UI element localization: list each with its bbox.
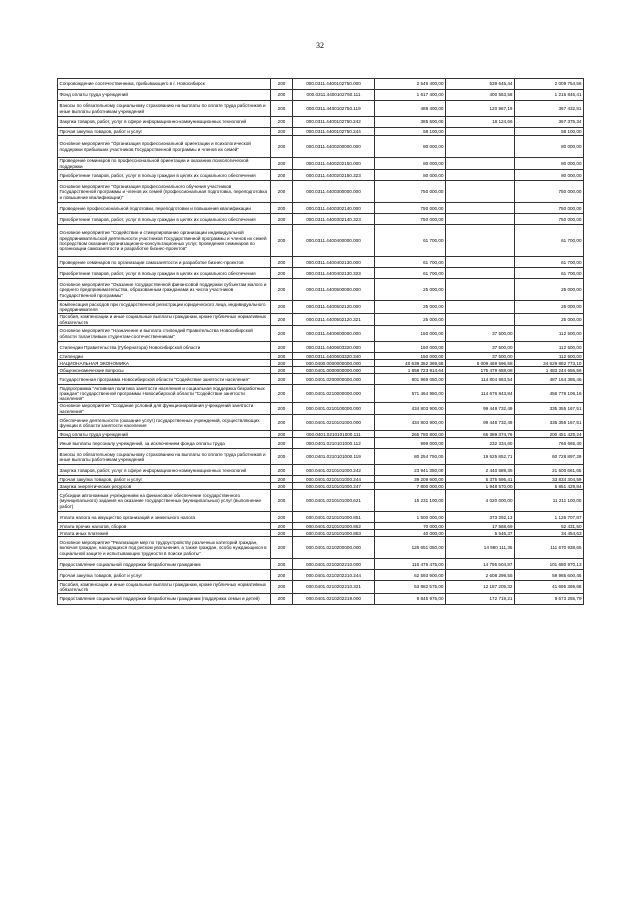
- table-row: [58, 438, 584, 449]
- row-name-cell: Основное мероприятие "Организация профессионального обучения участников Государственной программы и членов их семей (профессиональная подготовка, переподготовка и повышение квалификации)": [58, 181, 271, 203]
- row-name-cell: Проведение семинаров по профессиональной ориентации и оказанию психологической поддержки: [58, 158, 271, 170]
- row-executed-amount-cell: 172 719,21: [446, 593, 515, 604]
- row-remaining-amount-cell: 2 009 754,56: [515, 79, 584, 90]
- row-budget-code-cell: 000.0311.4400102750.244: [293, 128, 375, 136]
- row-executed-amount-cell: 99 448 732,49: [446, 415, 515, 431]
- row-remaining-amount-cell: 367 375,34: [515, 117, 584, 128]
- row-executed-amount-cell: 373 292,13: [446, 512, 515, 523]
- row-name-cell: Приобретение товаров, работ, услуг в пользу граждан в целях их социального обеспечения: [58, 268, 271, 279]
- table-row: [58, 353, 584, 360]
- row-admin-code-cell: 200: [271, 367, 293, 374]
- row-executed-amount-cell: 1 948 570,00: [446, 483, 515, 490]
- row-remaining-amount-cell: 25 000,00: [515, 313, 584, 325]
- row-executed-amount-cell: 114 804 663,54: [446, 374, 515, 385]
- row-executed-amount-cell: [446, 170, 515, 181]
- row-admin-code-cell: 200: [271, 490, 293, 512]
- row-budget-code-cell: 000.0401.0210101000.112: [293, 438, 375, 449]
- row-approved-amount-cell: 61 700,00: [375, 268, 446, 279]
- row-executed-amount-cell: 18 124,66: [446, 117, 515, 128]
- row-remaining-amount-cell: 101 680 970,13: [515, 559, 584, 570]
- row-approved-amount-cell: 25 000,00: [375, 313, 446, 325]
- row-admin-code-cell: 200: [271, 170, 293, 181]
- row-admin-code-cell: 200: [271, 158, 293, 170]
- row-remaining-amount-cell: 335 355 167,51: [515, 403, 584, 415]
- row-name-cell: Приобретение товаров, работ, услуг в пользу граждан в целях их социального обеспечения: [58, 170, 271, 181]
- row-remaining-amount-cell: 766 665,40: [515, 438, 584, 449]
- row-admin-code-cell: 200: [271, 374, 293, 385]
- row-budget-code-cell: 000.0401.0210101000.242: [293, 465, 375, 476]
- row-admin-code-cell: 200: [271, 385, 293, 403]
- table-row: [58, 530, 584, 537]
- row-admin-code-cell: 200: [271, 181, 293, 203]
- row-budget-code-cell: 000.0401.0210101000.621: [293, 490, 375, 512]
- row-executed-amount-cell: [446, 225, 515, 257]
- row-name-cell: Стипендии Правительства (Губернатора) Новосибирской области: [58, 342, 271, 353]
- table-row: [58, 268, 584, 279]
- row-name-cell: Прочая закупка товаров, работ и услуг: [58, 128, 271, 136]
- row-budget-code-cell: 000.0311.4400302140.323: [293, 214, 375, 225]
- row-admin-code-cell: 200: [271, 403, 293, 415]
- row-name-cell: Предоставление социальной поддержки безработным гражданам (поддержка семьи и детей): [58, 593, 271, 604]
- row-executed-amount-cell: 37 500,00: [446, 326, 515, 342]
- table-row: [58, 117, 584, 128]
- row-name-cell: Предоставление социальной поддержки безработным гражданам: [58, 559, 271, 570]
- table-row: [58, 415, 584, 431]
- row-admin-code-cell: 200: [271, 225, 293, 257]
- row-name-cell: Уплата прочих налогов, сборов: [58, 523, 271, 530]
- row-remaining-amount-cell: 61 700,00: [515, 257, 584, 268]
- table-row: [58, 490, 584, 512]
- row-budget-code-cell: 000.0311.4400302140.000: [293, 203, 375, 214]
- row-budget-code-cell: 000.0311.4400402130.000: [293, 257, 375, 268]
- row-admin-code-cell: 200: [271, 326, 293, 342]
- row-executed-amount-cell: 14 980 111,35: [446, 537, 515, 559]
- row-budget-code-cell: 000.0401.0210101000.247: [293, 483, 375, 490]
- table-row: [58, 367, 584, 374]
- row-approved-amount-cell: 53 882 575,00: [375, 581, 446, 593]
- table-row: [58, 301, 584, 313]
- row-approved-amount-cell: 126 651 050,00: [375, 537, 446, 559]
- row-remaining-amount-cell: 111 670 938,65: [515, 537, 584, 559]
- row-remaining-amount-cell: 34 454,63: [515, 530, 584, 537]
- row-budget-code-cell: 000.0311.4400102750.242: [293, 117, 375, 128]
- row-name-cell: Основное мероприятие "Реализация мер по трудоустройству различных категорий граждан, включая граждан, находящихся под риском увольнения, а также граждан, особо нуждающихся в социальной защите и испытывающих трудности в поиске работы": [58, 537, 271, 559]
- row-remaining-amount-cell: 41 695 369,68: [515, 581, 584, 593]
- row-executed-amount-cell: 539 645,44: [446, 79, 515, 90]
- row-admin-code-cell: 200: [271, 438, 293, 449]
- row-admin-code-cell: 200: [271, 512, 293, 523]
- row-budget-code-cell: 000.0401.0210000000.000: [293, 385, 375, 403]
- row-budget-code-cell: 000.0311.4400402130.323: [293, 268, 375, 279]
- row-name-cell: Общеэкономические вопросы: [58, 367, 271, 374]
- row-executed-amount-cell: 400 553,58: [446, 90, 515, 101]
- row-name-cell: Прочая закупка товаров, работ и услуг: [58, 570, 271, 581]
- row-remaining-amount-cell: 750 000,00: [515, 214, 584, 225]
- row-admin-code-cell: 200: [271, 530, 293, 537]
- table-row: [58, 181, 584, 203]
- row-budget-code-cell: 000.0400.0000000000.000: [293, 360, 375, 367]
- table-row: [58, 279, 584, 301]
- row-remaining-amount-cell: 112 500,00: [515, 353, 584, 360]
- row-approved-amount-cell: 25 000,00: [375, 301, 446, 313]
- row-name-cell: Пособия, компенсации и иные социальные выплаты гражданам, кроме публичных нормативных обязательств: [58, 313, 271, 325]
- row-budget-code-cell: 000.0311.4400600000.000: [293, 326, 375, 342]
- row-approved-amount-cell: 2 549 400,00: [375, 79, 446, 90]
- row-approved-amount-cell: 150 000,00: [375, 353, 446, 360]
- row-remaining-amount-cell: 487 164 386,46: [515, 374, 584, 385]
- row-remaining-amount-cell: 34 629 882 773,10: [515, 360, 584, 367]
- table-row: [58, 431, 584, 438]
- table-row: [58, 374, 584, 385]
- row-budget-code-cell: 000.0401.0210101000.119: [293, 449, 375, 465]
- row-budget-code-cell: 000.0401.0210202219.000: [293, 593, 375, 604]
- row-approved-amount-cell: 61 700,00: [375, 225, 446, 257]
- row-approved-amount-cell: 1 658 723 914,64: [375, 367, 446, 374]
- row-executed-amount-cell: [446, 203, 515, 214]
- row-budget-code-cell: 000.0311.4400200000.000: [293, 136, 375, 158]
- row-budget-code-cell: 000.0311.4400300000.000: [293, 181, 375, 203]
- row-name-cell: Приобретение товаров, работ, услуг в пользу граждан в целях их социального обеспечения: [58, 214, 271, 225]
- row-executed-amount-cell: 12 187 205,32: [446, 581, 515, 593]
- row-name-cell: Основное мероприятие "Назначение и выплата стипендий Правительства Новосибирской области талантливым студентам-соотечественникам": [58, 326, 271, 342]
- row-budget-code-cell: 000.0401.0210101000.852: [293, 523, 375, 530]
- row-executed-amount-cell: [446, 158, 515, 170]
- row-remaining-amount-cell: 80 000,00: [515, 158, 584, 170]
- row-admin-code-cell: 200: [271, 313, 293, 325]
- row-approved-amount-cell: 7 800 000,00: [375, 483, 446, 490]
- row-name-cell: Закупка товаров, работ, услуг в сфере информационно-коммуникационных технологий: [58, 117, 271, 128]
- row-executed-amount-cell: [446, 301, 515, 313]
- table-row: [58, 581, 584, 593]
- row-remaining-amount-cell: 25 000,00: [515, 279, 584, 301]
- row-budget-code-cell: 000.0311.4400202150.323: [293, 170, 375, 181]
- row-approved-amount-cell: 571 464 950,00: [375, 385, 446, 403]
- row-budget-code-cell: 000.0401.0210200000.000: [293, 537, 375, 559]
- row-budget-code-cell: 000.0311.4400202150.000: [293, 158, 375, 170]
- table-row: [58, 537, 584, 559]
- row-executed-amount-cell: 37 500,00: [446, 353, 515, 360]
- row-executed-amount-cell: [446, 128, 515, 136]
- row-executed-amount-cell: 2 440 689,35: [446, 465, 515, 476]
- table-row: [58, 313, 584, 325]
- row-approved-amount-cell: 116 475 475,00: [375, 559, 446, 570]
- row-admin-code-cell: 200: [271, 449, 293, 465]
- row-admin-code-cell: 200: [271, 279, 293, 301]
- row-executed-amount-cell: 5 375 595,41: [446, 476, 515, 483]
- row-executed-amount-cell: [446, 257, 515, 268]
- row-approved-amount-cell: 750 000,00: [375, 203, 446, 214]
- row-approved-amount-cell: 80 254 750,00: [375, 449, 446, 465]
- row-budget-code-cell: 000.0401.0210101000.244: [293, 476, 375, 483]
- row-approved-amount-cell: 750 000,00: [375, 181, 446, 203]
- row-budget-code-cell: 000.0311.4400102750.119: [293, 101, 375, 117]
- row-admin-code-cell: 200: [271, 581, 293, 593]
- row-name-cell: Прочая закупка товаров, работ и услуг: [58, 476, 271, 483]
- row-budget-code-cell: 000.0401.0210101000.111: [293, 431, 375, 438]
- row-budget-code-cell: 000.0401.0000000000.000: [293, 367, 375, 374]
- row-admin-code-cell: 200: [271, 593, 293, 604]
- row-approved-amount-cell: 23 941 350,00: [375, 465, 446, 476]
- row-name-cell: Взносы по обязательному социальному страхованию на выплаты по оплате труда работников и иные выплаты работникам учреждений: [58, 449, 271, 465]
- row-admin-code-cell: 200: [271, 483, 293, 490]
- row-admin-code-cell: 200: [271, 465, 293, 476]
- table-row: [58, 512, 584, 523]
- row-approved-amount-cell: 62 593 900,00: [375, 570, 446, 581]
- row-remaining-amount-cell: 335 355 167,51: [515, 415, 584, 431]
- row-remaining-amount-cell: 80 000,00: [515, 136, 584, 158]
- row-approved-amount-cell: 434 803 900,00: [375, 415, 446, 431]
- row-approved-amount-cell: 434 803 900,00: [375, 403, 446, 415]
- row-name-cell: Государственная программа Новосибирской области "Содействие занятости населения": [58, 374, 271, 385]
- row-executed-amount-cell: 14 795 504,87: [446, 559, 515, 570]
- row-admin-code-cell: 200: [271, 342, 293, 353]
- row-remaining-amount-cell: 1 216 846,41: [515, 90, 584, 101]
- row-budget-code-cell: 000.0311.4400603320.340: [293, 353, 375, 360]
- row-executed-amount-cell: 37 500,00: [446, 342, 515, 353]
- row-approved-amount-cell: 61 700,00: [375, 257, 446, 268]
- row-budget-code-cell: 000.0311.4400502120.321: [293, 313, 375, 325]
- row-name-cell: Закупка товаров, работ, услуг в сфере информационно-коммуникационных технологий: [58, 465, 271, 476]
- row-budget-code-cell: 000.0311.4400500000.000: [293, 279, 375, 301]
- table-row: [58, 225, 584, 257]
- table-row: [58, 128, 584, 136]
- table-row: [58, 158, 584, 170]
- row-remaining-amount-cell: 112 500,00: [515, 326, 584, 342]
- table-row: [58, 476, 584, 483]
- row-executed-amount-cell: [446, 268, 515, 279]
- row-name-cell: Иные выплаты персоналу учреждений, за исключением фонда оплаты труда: [58, 438, 271, 449]
- row-approved-amount-cell: 70 000,00: [375, 523, 446, 530]
- row-admin-code-cell: 200: [271, 523, 293, 530]
- row-approved-amount-cell: 150 000,00: [375, 342, 446, 353]
- table-row: [58, 523, 584, 530]
- row-budget-code-cell: 000.0401.0210202210.321: [293, 581, 375, 593]
- row-budget-code-cell: 000.0401.0210101000.851: [293, 512, 375, 523]
- row-approved-amount-cell: 1 617 400,00: [375, 90, 446, 101]
- table-row: [58, 79, 584, 90]
- row-remaining-amount-cell: 750 000,00: [515, 181, 584, 203]
- row-remaining-amount-cell: 61 700,00: [515, 268, 584, 279]
- row-executed-amount-cell: 17 568,69: [446, 523, 515, 530]
- table-row: [58, 449, 584, 465]
- row-admin-code-cell: 200: [271, 476, 293, 483]
- row-remaining-amount-cell: 750 000,00: [515, 203, 584, 214]
- row-remaining-amount-cell: 21 500 661,65: [515, 465, 584, 476]
- row-remaining-amount-cell: 456 778 106,16: [515, 385, 584, 403]
- row-approved-amount-cell: 40 000,00: [375, 530, 446, 537]
- row-executed-amount-cell: 4 020 000,00: [446, 490, 515, 512]
- row-approved-amount-cell: 1 500 000,00: [375, 512, 446, 523]
- row-name-cell: Основное мероприятие "Содействие и стимулирование организации индивидуальной предпринимательской деятельности участников Государственной программы и членов их семей посредством оказания организационно-консультационных услуг, проведения семинаров по организации самозанятости и разработке бизнес-проектов": [58, 225, 271, 257]
- row-budget-code-cell: 000.0401.0210101000.853: [293, 530, 375, 537]
- table-row: [58, 559, 584, 570]
- row-admin-code-cell: 200: [271, 136, 293, 158]
- row-remaining-amount-cell: 200 451 425,24: [515, 431, 584, 438]
- row-remaining-amount-cell: 25 000,00: [515, 301, 584, 313]
- row-admin-code-cell: 200: [271, 559, 293, 570]
- row-name-cell: Сопровождение соотечественника, прибывающего в г. Новосибирск: [58, 79, 271, 90]
- row-executed-amount-cell: [446, 181, 515, 203]
- row-admin-code-cell: 200: [271, 90, 293, 101]
- row-admin-code-cell: 200: [271, 537, 293, 559]
- table-row: [58, 203, 584, 214]
- row-name-cell: Компенсация расходов при государственной регистрации юридического лица, индивидуального предпринимателя: [58, 301, 271, 313]
- row-name-cell: Фонд оплаты труда учреждений: [58, 90, 271, 101]
- row-approved-amount-cell: 25 000,00: [375, 279, 446, 301]
- row-budget-code-cell: 000.0311.4400603320.000: [293, 342, 375, 353]
- row-approved-amount-cell: 750 000,00: [375, 214, 446, 225]
- table-row: [58, 403, 584, 415]
- budget-table-body: [58, 79, 584, 605]
- row-remaining-amount-cell: 80 000,00: [515, 170, 584, 181]
- row-remaining-amount-cell: 112 500,00: [515, 342, 584, 353]
- row-remaining-amount-cell: 60 728 897,29: [515, 449, 584, 465]
- row-budget-code-cell: 000.0311.4400102750.000: [293, 79, 375, 90]
- row-admin-code-cell: 200: [271, 101, 293, 117]
- row-name-cell: Основное мероприятие "Оказание государственной финансовой поддержки субъектам малого и среднего предпринимательства, образованным гражданами из числа участников Государственной программы": [58, 279, 271, 301]
- row-approved-amount-cell: 488 400,00: [375, 101, 446, 117]
- row-executed-amount-cell: 175 479 658,08: [446, 367, 515, 374]
- row-remaining-amount-cell: 9 673 255,79: [515, 593, 584, 604]
- table-row: [58, 385, 584, 403]
- table-row: [58, 570, 584, 581]
- row-executed-amount-cell: [446, 313, 515, 325]
- row-approved-amount-cell: 39 209 900,00: [375, 476, 446, 483]
- row-name-cell: Фонд оплаты труда учреждений: [58, 431, 271, 438]
- row-executed-amount-cell: 6 009 469 596,58: [446, 360, 515, 367]
- row-admin-code-cell: 200: [271, 431, 293, 438]
- row-admin-code-cell: 200: [271, 128, 293, 136]
- row-admin-code-cell: 200: [271, 301, 293, 313]
- row-name-cell: Проведение семинаров по организации самозанятости и разработке бизнес-проектов: [58, 257, 271, 268]
- row-approved-amount-cell: 80 000,00: [375, 136, 446, 158]
- row-approved-amount-cell: 58 100,00: [375, 128, 446, 136]
- row-budget-code-cell: 000.0311.4400102750.111: [293, 90, 375, 101]
- row-approved-amount-cell: 150 000,00: [375, 326, 446, 342]
- row-admin-code-cell: 200: [271, 353, 293, 360]
- row-admin-code-cell: 200: [271, 203, 293, 214]
- table-row: [58, 257, 584, 268]
- row-executed-amount-cell: [446, 279, 515, 301]
- row-budget-code-cell: 000.0401.0210202210.244: [293, 570, 375, 581]
- row-admin-code-cell: 200: [271, 117, 293, 128]
- row-approved-amount-cell: 9 845 975,00: [375, 593, 446, 604]
- row-remaining-amount-cell: 1 126 707,87: [515, 512, 584, 523]
- row-name-cell: Подпрограмма "Активная политика занятости населения и социальная поддержка безработных граждан" государственной программы Новосибирской области "Содействие занятости населения": [58, 385, 271, 403]
- budget-table: [57, 78, 584, 605]
- row-admin-code-cell: 200: [271, 214, 293, 225]
- row-name-cell: Стипендии: [58, 353, 271, 360]
- table-row: [58, 136, 584, 158]
- row-executed-amount-cell: 99 448 732,49: [446, 403, 515, 415]
- row-name-cell: Основное мероприятие "Создание условий для функционирования учреждений занятости населения": [58, 403, 271, 415]
- row-budget-code-cell: 000.0401.0210202210.000: [293, 559, 375, 570]
- row-budget-code-cell: 000.0311.4400502120.000: [293, 301, 375, 313]
- row-executed-amount-cell: 114 676 843,84: [446, 385, 515, 403]
- row-remaining-amount-cell: 1 483 244 656,56: [515, 367, 584, 374]
- row-name-cell: Взносы по обязательному социальному страхованию на выплаты по оплате труда работников и иные выплаты работникам учреждений: [58, 101, 271, 117]
- table-row: [58, 342, 584, 353]
- row-remaining-amount-cell: 11 211 100,00: [515, 490, 584, 512]
- row-name-cell: Уплата иных платежей: [58, 530, 271, 537]
- row-executed-amount-cell: 19 525 852,71: [446, 449, 515, 465]
- row-remaining-amount-cell: 367 432,81: [515, 101, 584, 117]
- table-row: [58, 90, 584, 101]
- row-name-cell: Обеспечение деятельности (оказание услуг) государственных учреждений, осуществляющих функции в области занятости населения: [58, 415, 271, 431]
- row-approved-amount-cell: 40 639 352 369,68: [375, 360, 446, 367]
- row-approved-amount-cell: 15 231 100,00: [375, 490, 446, 512]
- row-approved-amount-cell: 601 969 050,00: [375, 374, 446, 385]
- table-row: [58, 214, 584, 225]
- row-approved-amount-cell: 385 500,00: [375, 117, 446, 128]
- table-row: [58, 593, 584, 604]
- row-name-cell: Уплата налога на имущество организаций и земельного налога: [58, 512, 271, 523]
- row-remaining-amount-cell: 52 431,50: [515, 523, 584, 530]
- row-name-cell: Основное мероприятие "Организация профессиональной ориентации и психологической поддержки прибывших участников Государственной программы и членов их семей": [58, 136, 271, 158]
- row-executed-amount-cell: 65 389 374,76: [446, 431, 515, 438]
- row-executed-amount-cell: 232 334,60: [446, 438, 515, 449]
- row-name-cell: Проведение профессиональной подготовки, переподготовки и повышения квалификации: [58, 203, 271, 214]
- row-executed-amount-cell: 2 608 299,55: [446, 570, 515, 581]
- row-executed-amount-cell: [446, 136, 515, 158]
- row-name-cell: Субсидии автономным учреждениям на финансовое обеспечение государственного (муниципального) задания на оказание государственных (муниципальных) услуг (выполнение работ): [58, 490, 271, 512]
- row-admin-code-cell: 200: [271, 570, 293, 581]
- row-name-cell: Закупка энергетических ресурсов: [58, 483, 271, 490]
- row-remaining-amount-cell: 5 851 429,84: [515, 483, 584, 490]
- row-budget-code-cell: 000.0311.4400400000.000: [293, 225, 375, 257]
- row-executed-amount-cell: [446, 214, 515, 225]
- row-admin-code-cell: 200: [271, 257, 293, 268]
- row-executed-amount-cell: 5 546,37: [446, 530, 515, 537]
- table-row: [58, 101, 584, 117]
- row-name-cell: НАЦИОНАЛЬНАЯ ЭКОНОМИКА: [58, 360, 271, 367]
- row-admin-code-cell: 200: [271, 415, 293, 431]
- table-row: [58, 170, 584, 181]
- row-budget-code-cell: 000.0401.0210101000.000: [293, 415, 375, 431]
- table-row: [58, 360, 584, 367]
- row-remaining-amount-cell: 58 100,00: [515, 128, 584, 136]
- row-approved-amount-cell: 80 000,00: [375, 170, 446, 181]
- row-remaining-amount-cell: 33 834 304,59: [515, 476, 584, 483]
- row-admin-code-cell: 200: [271, 268, 293, 279]
- table-row: [58, 465, 584, 476]
- row-admin-code-cell: 200: [271, 79, 293, 90]
- row-approved-amount-cell: 265 780 800,00: [375, 431, 446, 438]
- row-name-cell: Пособия, компенсации и иные социальные выплаты гражданам, кроме публичных нормативных обязательств: [58, 581, 271, 593]
- row-budget-code-cell: 000.0401.0210100000.000: [293, 403, 375, 415]
- row-approved-amount-cell: 80 000,00: [375, 158, 446, 170]
- page-number: 32: [316, 41, 324, 50]
- row-budget-code-cell: 000.0401.0200000000.000: [293, 374, 375, 385]
- row-remaining-amount-cell: 61 700,00: [515, 225, 584, 257]
- table-row: [58, 326, 584, 342]
- row-executed-amount-cell: 120 967,19: [446, 101, 515, 117]
- table-row: [58, 483, 584, 490]
- row-remaining-amount-cell: 59 985 600,45: [515, 570, 584, 581]
- row-approved-amount-cell: 999 000,00: [375, 438, 446, 449]
- row-admin-code-cell: 200: [271, 360, 293, 367]
